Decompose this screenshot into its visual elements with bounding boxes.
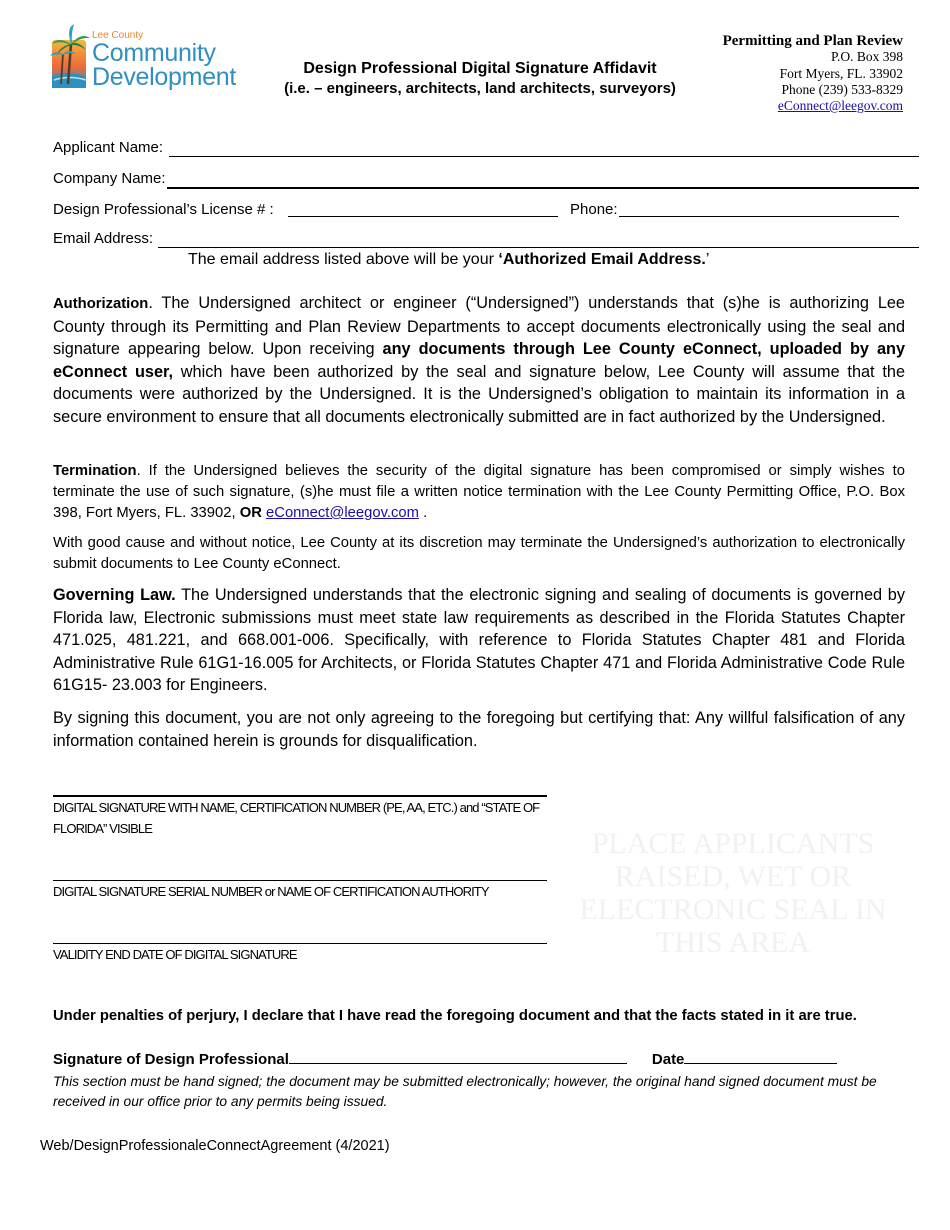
applicant-name-field[interactable] xyxy=(53,139,919,159)
final-signature-row xyxy=(53,1048,837,1068)
seal-placement-area[interactable]: PLACE APPLICANTS RAISED, WET OR ELECTRONIC SEAL IN THIS AREA xyxy=(579,827,887,959)
date-label: Date xyxy=(651,1051,685,1068)
digital-signature-caption: DIGITAL SIGNATURE WITH NAME, CERTIFICATION NUMBER (PE, AA, ETC.) and “STATE OF FLORIDA” VISIBLE xyxy=(53,800,540,836)
license-label: Design Professional’s License # : xyxy=(53,201,274,218)
logo-community-text: Community xyxy=(92,39,216,67)
community-development-logo xyxy=(48,22,248,94)
applicant-name-label: Applicant Name: xyxy=(53,139,164,156)
applicant-name-line[interactable] xyxy=(169,156,919,157)
form-identifier: Web/DesignProfessionaleConnectAgreement (4/2021) xyxy=(40,1138,390,1154)
discretion-paragraph: With good cause and without notice, Lee County at its discretion may terminate the Undersigned’s authorization to electronically submit documents to Lee County eConnect. xyxy=(53,535,905,572)
office-city: Fort Myers, FL. 33902 xyxy=(779,65,903,81)
termination-heading: Termination xyxy=(53,463,137,479)
office-email-link[interactable]: eConnect@leegov.com xyxy=(777,98,903,114)
email-field[interactable] xyxy=(53,230,919,250)
certification-paragraph: By signing this document, you are not only agreeing to the foregoing but certifying that: Any willful falsification of any information contained herein is grounds for disqualification. xyxy=(53,709,905,750)
email-label: Email Address: xyxy=(53,230,154,247)
serial-number-caption: DIGITAL SIGNATURE SERIAL NUMBER or NAME OF CERTIFICATION AUTHORITY xyxy=(53,884,489,899)
email-line[interactable] xyxy=(158,247,919,248)
signature-label: Signature of Design Professional xyxy=(53,1051,289,1068)
hand-sign-note: This section must be hand signed; the document may be submitted electronically; however, the original hand signed document must be received in our office prior to any permits being issued. xyxy=(53,1074,877,1109)
company-name-line[interactable] xyxy=(167,187,919,189)
governing-law-paragraph: Governing Law. The Undersigned understands that the electronic signing and sealing of documents is governed by Florida law, Electronic submissions must meet state law requirements as described in the Florida Statutes Chapter 471.025, 481.221, and 668.001-006. Specifically, with reference to Florida Statutes Chapter 481 and Florida Administrative Rule 61G1-16.005 for Architects, or Florida Statutes Chapter 471 and Florida Administrative Code Rule 61G15- 23.003 for Engineers. xyxy=(53,586,905,695)
company-name-label: Company Name: xyxy=(53,170,166,187)
office-phone: Phone (239) 533-8329 xyxy=(781,81,903,97)
governing-law-heading: Governing Law. xyxy=(53,586,176,604)
license-field[interactable] xyxy=(53,201,558,221)
signature-line[interactable] xyxy=(289,1048,627,1064)
termination-email-link[interactable]: eConnect@leegov.com xyxy=(266,505,419,521)
phone-label: Phone: xyxy=(570,201,618,218)
logo-county-text: Lee County xyxy=(92,30,144,41)
office-dept: Permitting and Plan Review xyxy=(722,33,903,49)
logo-development-text: Development xyxy=(92,63,237,91)
date-line[interactable] xyxy=(684,1048,837,1064)
phone-line[interactable] xyxy=(619,216,899,217)
office-box: P.O. Box 398 xyxy=(830,49,903,65)
office-address xyxy=(723,33,903,114)
document-subtitle: (i.e. – engineers, architects, land architects, surveyors) xyxy=(284,80,676,97)
phone-field[interactable] xyxy=(570,201,900,221)
document-title xyxy=(270,60,690,97)
authorization-heading: Authorization xyxy=(53,296,149,312)
perjury-statement: Under penalties of perjury, I declare that I have read the foregoing document and that the facts stated in it are true. xyxy=(53,1008,857,1024)
termination-paragraph: Termination. If the Undersigned believes the security of the digital signature has been compromised or simply wishes to terminate the use of such signature, (s)he must file a written notice termination with the Lee County Permitting Office, P.O. Box 398, Fort Myers, FL. 33902, OR eConnect@leegov.com . xyxy=(53,463,905,521)
authorized-email-notice: The email address listed above will be your ‘Authorized Email Address.’ xyxy=(188,251,710,268)
company-name-field[interactable] xyxy=(53,170,919,190)
authorization-paragraph: Authorization. The Undersigned architect or engineer (“Undersigned”) understands that (s)he is authorizing Lee County through its Permitting and Plan Review Departments to accept documents electronically using the seal and signature appearing below. Upon receiving any documents through Lee County eConnect, uploaded by any eConnect user, which have been authorized by the seal and signature below, Lee County will assume that the documents were authorized by the Undersigned. It is the Undersigned’s obligation to maintain its information in a secure environment to ensure that all documents electronically submitted are in fact authorized by the Undersigned. xyxy=(53,294,905,426)
license-line[interactable] xyxy=(288,216,558,217)
palm-tree-icon xyxy=(48,22,92,92)
validity-date-caption: VALIDITY END DATE OF DIGITAL SIGNATURE xyxy=(53,947,297,962)
document-main-title: Design Professional Digital Signature Affidavit xyxy=(303,60,657,77)
